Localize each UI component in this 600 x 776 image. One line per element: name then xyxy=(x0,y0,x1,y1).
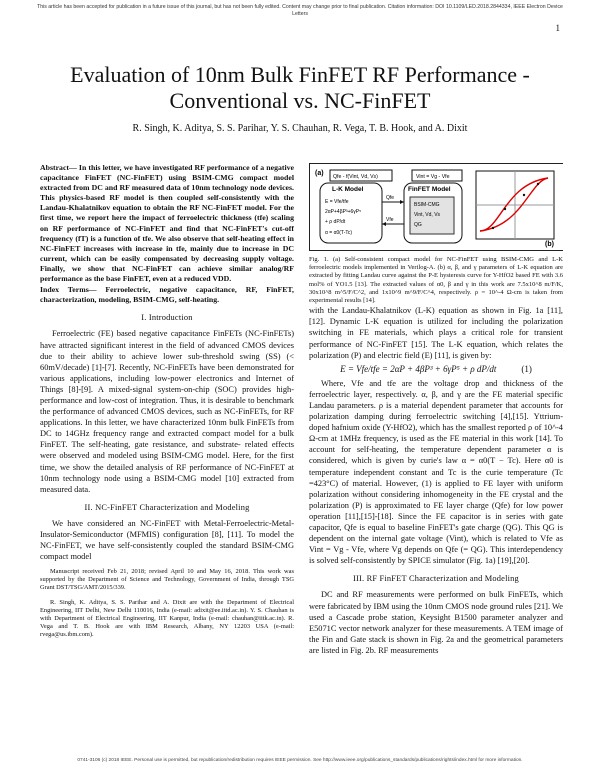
paper-title: Evaluation of 10nm Bulk FinFET RF Performance - Conventional vs. NC-FinFET xyxy=(70,62,530,113)
lk-equation-line-2: 2αP+4βP³+6γP⁵ xyxy=(325,209,362,215)
figure-label-a: (a) xyxy=(315,170,324,177)
hysteresis-point xyxy=(537,183,539,185)
footnote-affiliations: R. Singh, K. Aditya, S. S. Parihar and A. Dixit are with the Department of Electrical Engineering, IIT Delhi, New Delhi 110016, India (e-mail: adixit@ee.iitd.ac.in). Y. S. Chauhan is with Department of Electrical Engineering, IIT Kanpur, India (e-mail: chauhan@iitk.ac.in). R. Vega and T. B. Hook are with IBM Research, Albany, NY 12203 USA (e-mail: rvega@us.ibm.com). xyxy=(40,598,294,638)
left-column xyxy=(40,163,294,639)
page-number: 1 xyxy=(555,23,560,33)
section-heading-rf: III. RF FinFET Characterization and Modeling xyxy=(353,574,519,584)
figure-1-diagram xyxy=(310,164,564,250)
hysteresis-point xyxy=(523,194,525,196)
lk-equation-line-1: E = Vfe/tfe xyxy=(325,199,349,205)
journal-banner: This article has been accepted for publication in a future issue of this journal, but has not been fully edited. Content may change prior to final publication. Citation information: DOI 10.1109/LED.2018.2844334, IEEE Electron Device Letters xyxy=(37,4,563,17)
finfet-model-label: FinFET Model xyxy=(408,186,451,193)
figure-label-b: (b) xyxy=(545,241,554,248)
finfet-bsim-text: BSIM-CMG xyxy=(414,202,440,208)
equation-1 xyxy=(309,364,563,375)
qfe-label: Qfe xyxy=(386,195,395,201)
rf-text: DC and RF measurements were performed on bulk FinFETs, which were fabricated by IBM using the 10nm CMOS node ground rules [21]. We used a Cascade probe station, Keysight B1500 parameter analyzer and E5071C vector network analyzer for these measurements. A TEM image of the Fin and Gate stack is shown in Fig. 2a and the geometrical parameters are listed in Fig. 2b. RF measurements xyxy=(309,590,563,655)
vfe-label: Vfe xyxy=(386,217,394,223)
figure-equation-left: Qfe - f(Vint, Vd, Vs) xyxy=(333,174,378,180)
footnote-received: Manuscript received Feb 21, 2018; revised April 10 and May 16, 2018. This work was supported by the Department of Science and Technology, Government of India, through TSG Grant DST/TSG/AMT/2015/339. xyxy=(40,568,294,592)
lk-model-label: L-K Model xyxy=(332,186,364,193)
right-text-2: Where, Vfe and tfe are the voltage drop and thickness of the ferroelectric layer, respectively. α, β, and γ are the FE material specific Landau parameters. ρ is a material dependent parameter that accounts for polarization damping during ferroelectric switching [4],[15]. Yttrium-doped hafnium oxide (Y-HfO2), which has the smallest reported ρ of 10^-4 Ω-cm at 1MHz frequency, is used as the FE material in this work [14]. To account for self-heating, the temperature dependent parameter α is considered, which is given by curie's law α = α0(T − Tc). Here α0 is temperature independent constant and Tc is the curie temperature (Tc =423°C) of material. However, (1) is applied to FE layer with uniform polarization without considering inhomogeneity in the FE crystal and the polarization (P) is approximated to FE layer charge (Qfe) for low power operation [11],[15]-[18]. Since the FE capacitor is in series with gate capacitor, Qfe is equal to baseline FinFET's gate charge (QG). This QG is dependent on the internal gate voltage (Vint), which is related to Vfe as Vint = Vg - Vfe, where Vg depends on Qfe (= QG). This interdependency is solved self-consistently by SPICE simulator (Fig. 1a) [19],[20]. xyxy=(309,378,563,566)
finfet-vint-text: Vint, Vd, Vs xyxy=(414,212,441,218)
hysteresis-point xyxy=(492,227,494,229)
lk-equation-line-4: α = α0(T-Tc) xyxy=(325,230,353,236)
equation-formula: E = Vfe/tfe = 2αP + 4βP³ + 6γP⁵ + ρ dP/dt xyxy=(340,363,497,374)
authors-line: R. Singh, K. Aditya, S. S. Parihar, Y. S. Chauhan, R. Vega, T. B. Hook, and A. Dixit xyxy=(132,123,468,134)
right-column xyxy=(309,163,563,656)
finfet-qg-text: QG xyxy=(414,222,422,228)
lk-equation-line-3: + ρ dP/dt xyxy=(325,219,346,225)
right-text-1: with the Landau-Khalatnikov (L-K) equation as shown in Fig. 1a [11], [12]. Dynamic L-K equation is utilized for including the polarization switching in FE materials, which plays a critical role for transient performance of NC-FinFET [15]. The L-K equation, which relates the polarization (P) and electric field (E) [11], is given by: xyxy=(309,306,563,360)
hysteresis-point xyxy=(504,208,506,210)
modeling-text: We have considered an NC-FinFET with Metal-Ferroelectric-Metal-Insulator-Semiconductor (MFMIS) configuration [8], [11]. To model the NC-FinFET, we have self-consistently coupled the standard BSIM-CMG compact model xyxy=(40,518,294,562)
abstract: Abstract— In this letter, we have investigated RF performance of a negative capacitance FinFET (NC-FinFET) using BSIM-CMG compact model extracted from DC and RF measured data of 10nm technology node devices. This physics-based RF model is then coupled self-consistently with the Landau-Khalatnikov equation to obtain the RF NC-FinFET model. For the first time, we report here the impact of ferroelectric thickness (tfe) scaling on RF performance of NC-FinFET and find that NC-FinFET's cut-off frequency (fT) is a function of tfe. We also observe that self-heating effect in NC-FinFET increases with increase in tfe, mainly due to increase in DC current, which can be easily compensated by decreasing supply voltage. Finally, we show that NC-FinFET can achieve similar analog/RF performance as the base FinFET, even at a reduced VDD. xyxy=(40,163,294,284)
introduction-text: Ferroelectric (FE) based negative capacitance FinFETs (NC-FinFETs) have attracted significant interest in the field of advanced CMOS devices due to their ability to achieve lower sub-threshold swing (SS) (< 60mV/decade) [1]-[7]. Recently, NC-FinFETs have been demonstrated for various applications, including low-power electronics and Internet of Things [8]-[9]. A mixed-signal system-on-chip (SOC) provides high-performance and low-cost of integration. Thus, it is desirable to benchmark the performance of advanced CMOS devices, such as NC-FinFETs, for RF applications. In this letter, we have characterized 10nm bulk FinFETs from DC to 14GHz frequency range and extracted compact model for a bulk FinFET. The self-heating, gate resistance, and substrate- related effects were observed and modeled using BSIM-CMG model. Here, for the first time, we show the detailed analysis of RF performance of NC-FinFET at 10nm technology node using a BSIM-CMG model [10] extracted from measured data. xyxy=(40,329,294,494)
figure-1-caption: Fig. 1. (a) Self-consistent compact model for NC-FinFET using BSIM-CMG and L-K ferroelectric models implemented in Verilog-A. (b) α, β, and γ parameters of L-K equation are extracted by fitting Landau curve against the P-E hysteresis curve for Y-HfO2 based FE with 3.6 mol% of YO1.5 [13]. The extracted values of α0, β and γ in this work are 7.5x10^8 m/F/K, 30x10^8 m^5/F/C^2, and 1x10^9 m^9/F/C^4, respectively. ρ = 10^-4 Ω-cm is taken from experimental results [14]. xyxy=(309,256,563,305)
index-terms: Index Terms— Ferroelectric, negative capacitance, RF, FinFET, characterization, modeling, BSIM-CMG, self-heating. xyxy=(40,285,294,305)
section-heading-introduction: I. Introduction xyxy=(141,313,193,323)
equation-number: (1) xyxy=(521,363,532,374)
section-heading-modeling: II. NC-FinFET Characterization and Modeling xyxy=(84,502,250,512)
figure-1 xyxy=(309,163,563,251)
copyright-notice: 0741-3106 (c) 2018 IEEE. Personal use is permitted, but republication/redistribution requires IEEE permission. See http://www.ieee.org/publications_standards/publications/rights/index.html for more information. xyxy=(77,758,523,763)
figure-equation-middle: Vint = Vg - Vfe xyxy=(416,174,450,180)
